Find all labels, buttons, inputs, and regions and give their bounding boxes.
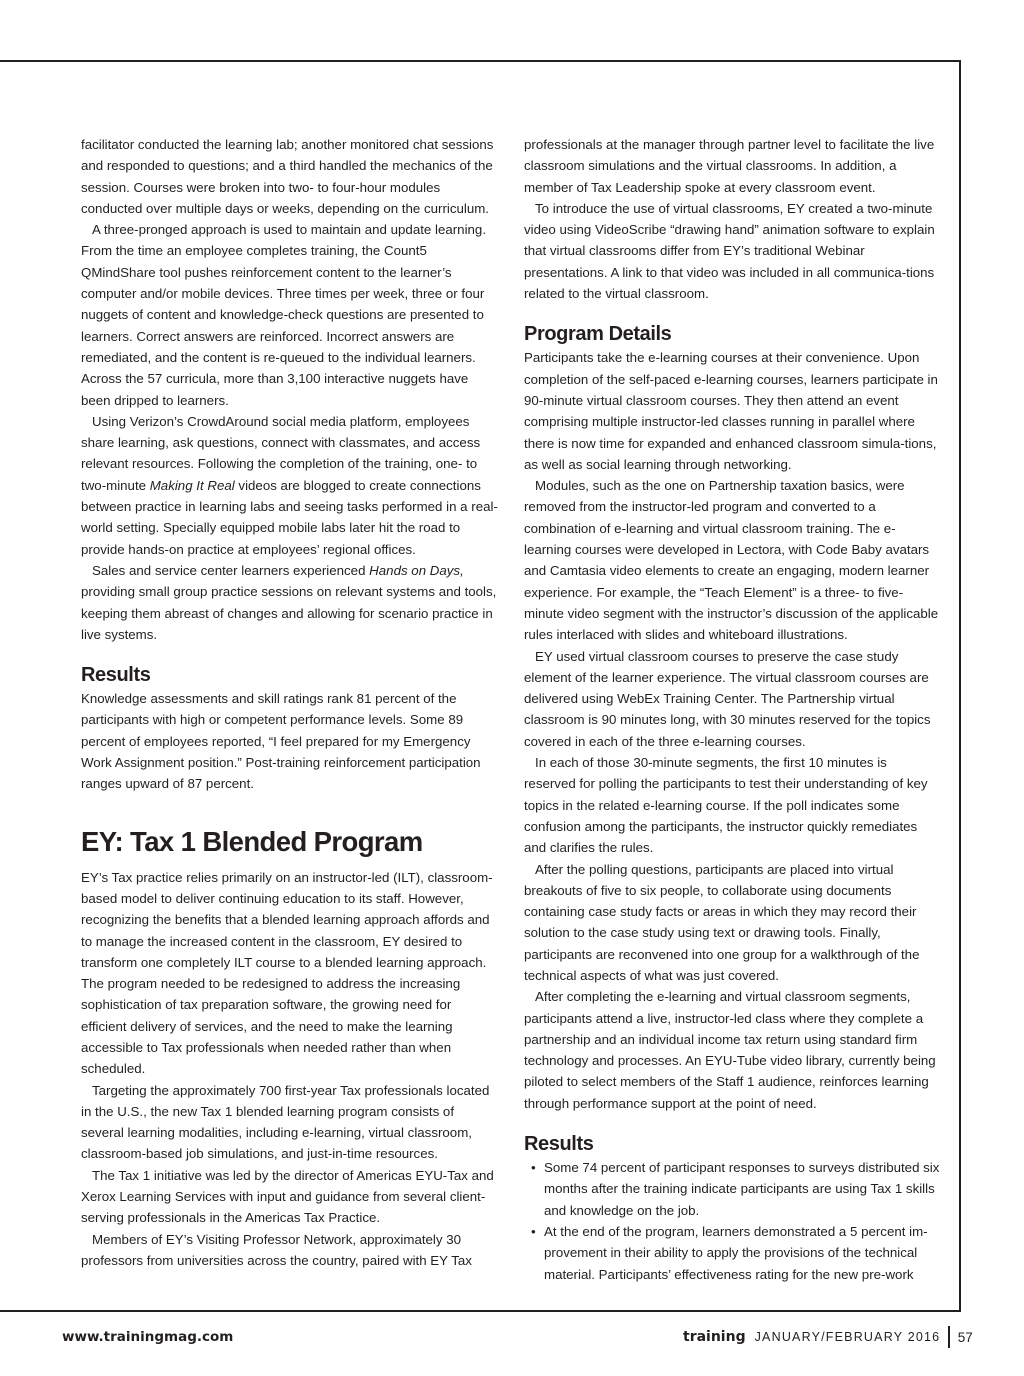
left-column: [81, 134, 499, 1271]
paragraph: EY’s Tax practice relies primarily on an instructor-led (ILT), classroom-based model to deliver continuing education to its staff. However, recognizing the benefits that a blended learning approach affords and to manage the increased content in the classroom, EY desired to transform one completely ILT course to a blended learning approach. The program needed to be redesigned to address the increasing sophistication of tax preparation software, the growing need for efficient delivery of services, and the need to make the learning accessible to Tax professionals when needed rather than when scheduled.: [81, 869, 493, 1077]
right-column: [524, 134, 942, 1285]
paragraph: Participants take the e-learning courses at their convenience. Upon completion of the self-paced e-learning courses, learners participate in 90-minute virtual classroom courses. They then attend an event comprising multiple instructor-led classes running in parallel where there is now time for expanded and enhanced classroom simula-tions, as well as social learning through networking.: [524, 350, 938, 472]
paragraph: [81, 411, 499, 560]
paragraph: [81, 560, 499, 645]
paragraph: Members of EY’s Visiting Professor Network, approximately 30 professors from universities across the country, paired with EY Tax: [81, 1231, 472, 1268]
paragraph: facilitator conducted the learning lab; another monitored chat sessions and responded to questions; and a third handled the mechanics of the session. Courses were broken into two- to four-hour modules conducted over multiple days or weeks, depending on the curriculum.: [81, 137, 494, 216]
section-title: EY: Tax 1 Blended Program: [81, 825, 423, 857]
text-run: videos are blogged to create connections between practice in learning labs and seeing tasks performed in a real-world setting. Specially equipped mobile labs later hit the road to provide hands-on practice at employees’ regional offices.: [81, 477, 498, 557]
folio-divider: [948, 1326, 950, 1348]
bullet-icon: •: [531, 1160, 536, 1176]
issue-date: JANUARY/FEBRUARY 2016: [754, 1330, 941, 1344]
paragraph: professionals at the manager through partner level to facilitate the live classroom simulations and the virtual classrooms. In addition, a member of Tax Leadership spoke at every classroom event.: [524, 137, 935, 195]
italic-title: Hands on Days,: [369, 562, 464, 578]
footer-folio: [683, 1326, 973, 1348]
text-run: Using Verizon’s CrowdAround social media platform, employees share learning, ask questions, connect with classmates, and access relevant resources. Following the completion of the training, one- to two-minute: [81, 413, 481, 493]
list-item-text: At the end of the program, learners demonstrated a 5 percent im-provement in their ability to apply the provisions of the technical material. Participants’ effectiveness rating for the new pre-work: [544, 1223, 928, 1282]
page-number: 57: [957, 1329, 973, 1345]
results-heading: Results: [81, 664, 151, 687]
footer-website-link[interactable]: www.trainingmag.com: [62, 1329, 234, 1345]
top-rule: [0, 60, 961, 62]
paragraph: In each of those 30-minute segments, the first 10 minutes is reserved for polling the participants to test their understanding of key topics in the related e-learning course. If the poll indicates some confusion among the participants, the instructor quickly remediates and clarifies the rules.: [524, 755, 928, 856]
list-item: [524, 1221, 942, 1285]
magazine-name: training: [683, 1329, 746, 1345]
program-details-heading: Program Details: [524, 323, 672, 346]
paragraph: After completing the e-learning and virtual classroom segments, participants attend a live, instructor-led class where they complete a partnership and an individual income tax return using standard firm technology and processes. An EYU-Tube video library, currently being piloted to select members of the Staff 1 audience, reinforces learning through performance support at the point of need.: [524, 989, 936, 1111]
paragraph: Modules, such as the one on Partnership taxation basics, were removed from the instructor-led program and converted to a combination of e-learning and virtual classroom training. The e-learning courses were developed in Lectora, with Code Baby avatars and Camtasia video elements to create an engaging, modern learner experience. For example, the “Teach Element” is a three- to five-minute video segment with the instructor’s discussion of the applicable rules interlaced with slides and whiteboard illustrations.: [524, 478, 939, 643]
italic-title: Making It Real: [149, 477, 235, 493]
results-heading: Results: [524, 1133, 594, 1156]
paragraph: EY used virtual classroom courses to preserve the case study element of the learner experience. The virtual classroom courses are delivered using WebEx Training Center. The Partnership virtual classroom is 90 minutes long, with 30 minutes reserved for the topics covered in each of the three e-learning courses.: [524, 648, 931, 749]
bullet-icon: •: [531, 1223, 536, 1239]
paragraph: The Tax 1 initiative was led by the director of Americas EYU-Tax and Xerox Learning Services with input and guidance from several client-serving professionals in the Americas Tax Practice.: [81, 1167, 494, 1226]
paragraph: Knowledge assessments and skill ratings rank 81 percent of the participants with high or competent performance levels. Some 89 percent of employees reported, “I feel prepared for my Emergency Work Assignment position.” Post-training reinforcement participation ranges upward of 87 percent.: [81, 691, 481, 792]
paragraph: After the polling questions, participants are placed into virtual breakouts of five to six people, to collaborate using documents containing case study facts or areas in which they may record their solution to the case study using text or drawing tools. Finally, participants are reconvened into one group for a walkthrough of the technical aspects of what was just covered.: [524, 861, 920, 983]
text-run: providing small group practice sessions on relevant systems and tools, keeping them abreast of changes and allowing for scenario practice in live systems.: [81, 584, 497, 642]
bottom-rule: [0, 1310, 961, 1312]
paragraph: Targeting the approximately 700 first-year Tax professionals located in the U.S., the new Tax 1 blended learning program consists of several learning modalities, including e-learning, virtual classroom, classroom-based job simulations, and just-in-time resources.: [81, 1082, 490, 1162]
right-rule: [959, 60, 961, 1312]
results-list: [524, 1157, 942, 1285]
paragraph: To introduce the use of virtual classrooms, EY created a two-minute video using VideoScribe “drawing hand” animation software to explain that virtual classrooms differ from EY’s traditional Webinar presentations. A link to that video was included in all communica-tions related to the virtual classroom.: [524, 200, 935, 302]
paragraph: A three-pronged approach is used to maintain and update learning. From the time an employee completes training, the Count5 QMindShare tool pushes reinforcement content to the learner’s computer and/or mobile devices. Three times per week, three or four nuggets of content and knowledge-check questions are presented to learners. Correct answers are reinforced. Incorrect answers are remediated, and the content is re-queued to the individual learners. Across the 57 curricula, more than 3,100 interactive nuggets have been dripped to learners.: [81, 222, 487, 408]
list-item: [524, 1157, 942, 1221]
list-item-text: Some 74 percent of participant responses to surveys distributed six months after the training indicate participants are using Tax 1 skills and knowledge on the job.: [544, 1160, 940, 1218]
text-run: Sales and service center learners experienced: [92, 562, 370, 578]
